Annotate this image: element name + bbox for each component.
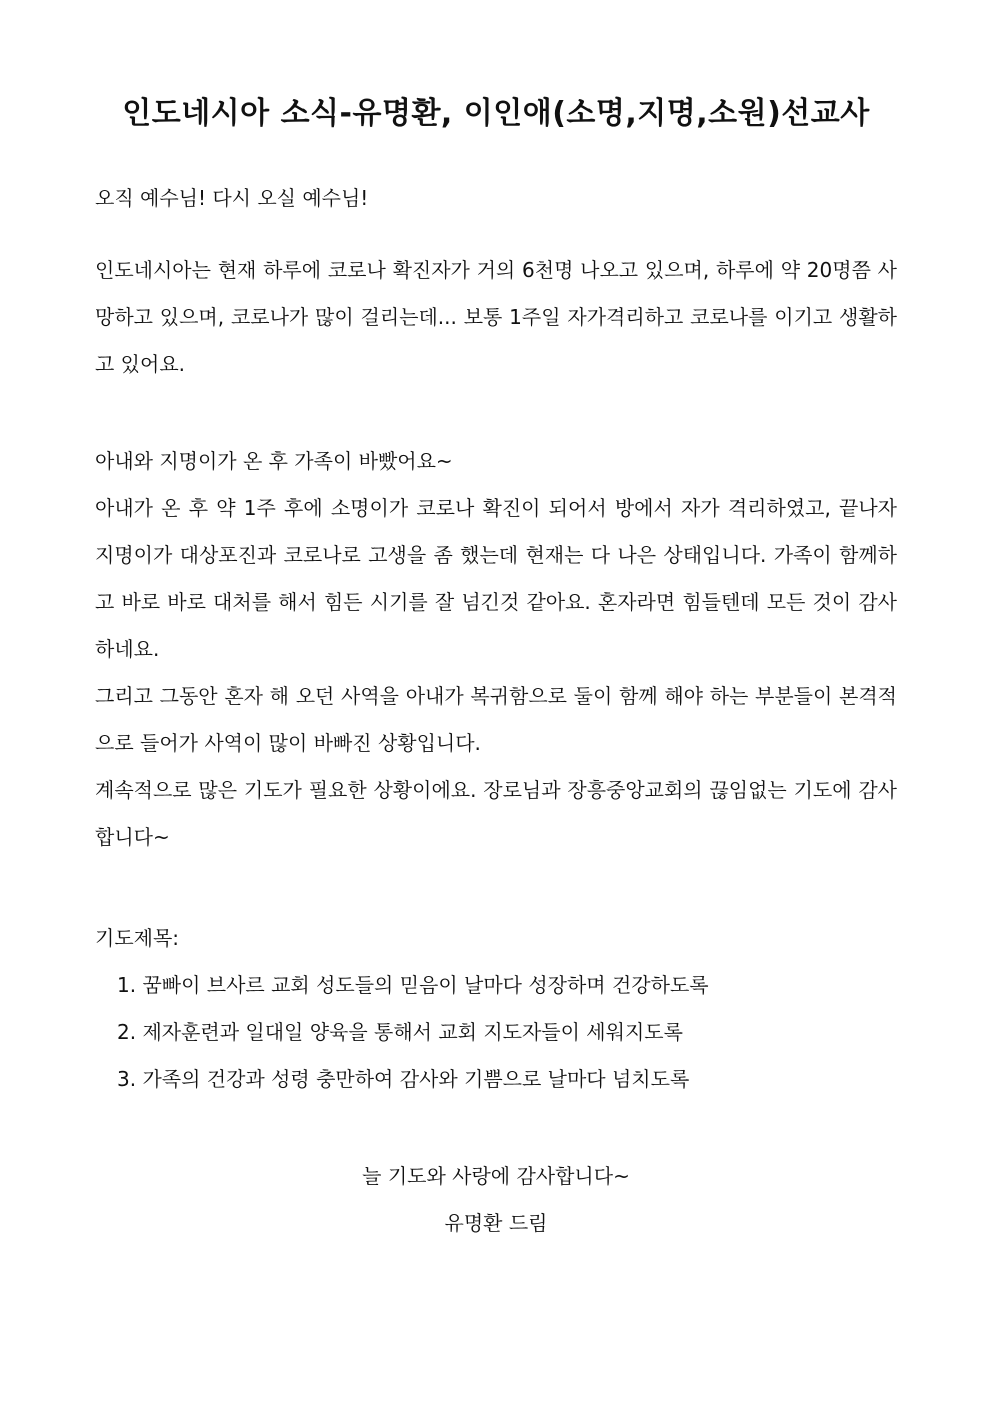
family-news-line: 아내와 지명이가 온 후 가족이 바빴어요~ (95, 449, 453, 473)
signature: 유명환 드림 (444, 1211, 548, 1235)
prayer-heading: 기도제목: (95, 926, 180, 950)
family-news-line: 아내가 온 후 약 1주 후에 소명이가 코로나 확진이 되어서 방에서 자가 격리하였고, 끝나자 지명이가 대상포진과 코로나로 고생을 좀 했는데 현재는 다 나은 상태입니다. 가족이 함께하고 바로 바로 대처를 해서 힘든 시기를 잘 넘긴것 같아요. 혼자라면 힘들텐데 모든 것이 감사하네요. (95, 496, 897, 661)
prayer-item: 2. 제자훈련과 일대일 양육을 통해서 교회 지도자들이 세워지도록 (117, 1020, 683, 1044)
greeting: 오직 예수님! 다시 오실 예수님! (95, 186, 369, 210)
prayer-item: 1. 꿈빠이 브사르 교회 성도들의 믿음이 날마다 성장하며 건강하도록 (117, 973, 709, 997)
prayer-item: 3. 가족의 건강과 성령 충만하여 감사와 기쁨으로 날마다 넘치도록 (117, 1067, 690, 1091)
paragraph-family-news (95, 438, 897, 861)
family-news-line: 그리고 그동안 혼자 해 오던 사역을 아내가 복귀함으로 둘이 함께 해야 하는 부분들이 본격적으로 들어가 사역이 많이 바빠진 상황입니다. (95, 684, 897, 755)
prayer-list (117, 962, 897, 1103)
closing-message: 늘 기도와 사랑에 감사합니다~ (362, 1164, 630, 1188)
family-news-line: 계속적으로 많은 기도가 필요한 상황이에요. 장로님과 장흥중앙교회의 끊임없는 기도에 감사합니다~ (95, 778, 897, 849)
document-title: 인도네시아 소식-유명환, 이인애(소명,지명,소원)선교사 (122, 96, 870, 131)
paragraph-covid-status: 인도네시아는 현재 하루에 코로나 확진자가 거의 6천명 나오고 있으며, 하루에 약 20명쯤 사망하고 있으며, 코로나가 많이 걸리는데... 보통 1주일 자가격리하고 코로나를 이기고 생활하고 있어요. (95, 258, 897, 376)
